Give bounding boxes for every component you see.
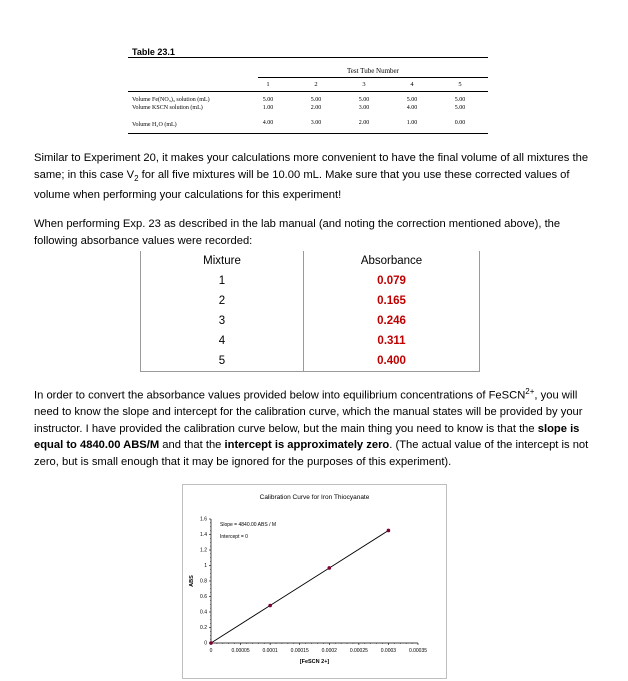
cell-fe: 5.00 xyxy=(454,97,466,103)
row-label-kscn: Volume KSCN solution (mL) xyxy=(132,105,203,111)
x-tick-label: 0.00005 xyxy=(231,648,250,654)
cell-kscn: 1.00 xyxy=(262,105,274,111)
x-tick-label: 0.0001 xyxy=(262,648,278,654)
absorbance-value: 0.400 xyxy=(304,351,480,372)
slope-statement: slope is equal to 4840.00 ABS/M xyxy=(34,422,580,452)
para1-subscript: 2 xyxy=(134,173,139,183)
para1-text-a: Similar to Experiment 20, it makes your calculations more convenient to have the final volume of all mixtures the same; in this case V xyxy=(34,152,589,181)
table-column-rule xyxy=(128,91,488,92)
x-tick-label: 0.0002 xyxy=(321,648,337,654)
cell-kscn: 5.00 xyxy=(454,105,466,111)
column-number: 3 xyxy=(362,81,366,88)
row-label-fe: Volume Fe(NO₃)₃ solution (mL) xyxy=(132,97,210,103)
y-tick-label: 0.6 xyxy=(200,594,207,601)
x-tick-label: 0.00035 xyxy=(408,648,428,654)
absorbance-header: Absorbance xyxy=(304,251,480,271)
cell-fe: 5.00 xyxy=(406,97,418,103)
table-bottom-rule xyxy=(128,133,488,134)
mixture-number: 2 xyxy=(141,291,304,311)
para3-superscript: 2+ xyxy=(525,387,535,396)
table-row xyxy=(141,291,480,311)
y-tick-label: 1.2 xyxy=(200,547,207,554)
data-point xyxy=(327,566,331,570)
para3-text-c: and that the xyxy=(159,439,225,452)
para3-text-a: In order to convert the absorbance values provided below into equilibrium concentrations of FeSCN xyxy=(34,389,526,402)
cell-h2o: 3.00 xyxy=(310,120,322,126)
paragraph-final-volume xyxy=(34,150,594,204)
table-row xyxy=(141,351,480,372)
data-point xyxy=(387,529,391,533)
y-tick-label: 1.4 xyxy=(200,532,207,539)
paragraph-absorbance-intro: When performing Exp. 23 as described in the lab manual (and noting the correction mentioned above), the following absorbance values were recorded: xyxy=(34,218,561,247)
cell-kscn: 4.00 xyxy=(406,105,418,111)
chart-title: Calibration Curve for Iron Thiocyanate xyxy=(259,494,370,501)
absorbance-value: 0.311 xyxy=(304,331,480,351)
x-tick-label: 0.00025 xyxy=(349,648,368,654)
intercept-annotation: Intercept = 0 xyxy=(220,534,248,540)
absorbance-value: 0.165 xyxy=(304,291,480,311)
cell-h2o: 0.00 xyxy=(454,120,466,126)
y-tick-label: 1 xyxy=(204,563,207,570)
cell-h2o: 1.00 xyxy=(406,120,418,126)
cell-kscn: 3.00 xyxy=(358,105,370,111)
table-row xyxy=(141,271,480,291)
absorbance-table xyxy=(140,251,480,372)
y-axis-label: ABS xyxy=(189,575,195,587)
intercept-statement: intercept is approximately zero xyxy=(224,439,390,452)
row-label-h2o: Volume H₂O (mL) xyxy=(132,122,177,128)
y-tick-label: 1.6 xyxy=(200,516,207,523)
mixture-number: 5 xyxy=(141,351,304,372)
y-tick-label: 0.2 xyxy=(200,625,207,632)
paragraph-calibration xyxy=(34,384,594,470)
absorbance-value: 0.079 xyxy=(304,271,480,291)
mixture-number: 1 xyxy=(141,271,304,291)
column-number: 1 xyxy=(266,81,270,88)
table-23-1-title: Table 23.1 xyxy=(132,47,175,57)
y-tick-label: 0.4 xyxy=(200,609,207,616)
para1-text-b: for all five mixtures will be 10.00 mL. Make sure that you use these corrected values of volume when performing your calculations for this experiment! xyxy=(34,168,570,202)
x-axis-label: [FeSCN 2+] xyxy=(299,659,330,665)
data-point xyxy=(268,604,272,608)
slope-annotation: Slope = 4840.00 ABS / M xyxy=(220,522,277,528)
cell-fe: 5.00 xyxy=(358,97,370,103)
cell-fe: 5.00 xyxy=(262,97,274,103)
cell-kscn: 2.00 xyxy=(310,105,322,111)
y-tick-label: 0.8 xyxy=(200,578,207,585)
cell-h2o: 2.00 xyxy=(358,120,370,126)
x-tick-label: 0.0003 xyxy=(380,648,397,654)
test-tube-number-header: Test Tube Number xyxy=(346,67,399,75)
series-line xyxy=(211,531,388,644)
absorbance-value: 0.246 xyxy=(304,311,480,331)
mixture-number: 4 xyxy=(141,331,304,351)
table-top-rule xyxy=(128,57,488,58)
column-number: 4 xyxy=(410,81,414,88)
para3-text-d: . (The actual value of the intercept is not zero, but is small enough that it may be ignored for the purposes of this experiment). xyxy=(34,439,589,468)
x-tick-label: 0.00015 xyxy=(290,648,309,654)
mixture-number: 3 xyxy=(141,311,304,331)
para3-text-b: , you will need to know the slope and intercept for the calibration curve, which the manual states will be provided by your instructor. I have provided the calibration curve below, but the main thing you need to know is that the xyxy=(34,389,583,435)
column-number: 2 xyxy=(314,81,318,88)
data-point xyxy=(209,641,213,645)
mixture-header: Mixture xyxy=(141,251,304,271)
x-tick-label: 0 xyxy=(209,648,213,654)
table-header-rule xyxy=(258,77,488,78)
table-header-row xyxy=(141,251,480,271)
cell-fe: 5.00 xyxy=(310,97,322,103)
table-row xyxy=(141,331,480,351)
calibration-chart xyxy=(182,484,447,679)
table-row xyxy=(141,311,480,331)
cell-h2o: 4.00 xyxy=(262,120,274,126)
column-number: 5 xyxy=(458,81,462,88)
y-tick-label: 0 xyxy=(204,640,207,647)
